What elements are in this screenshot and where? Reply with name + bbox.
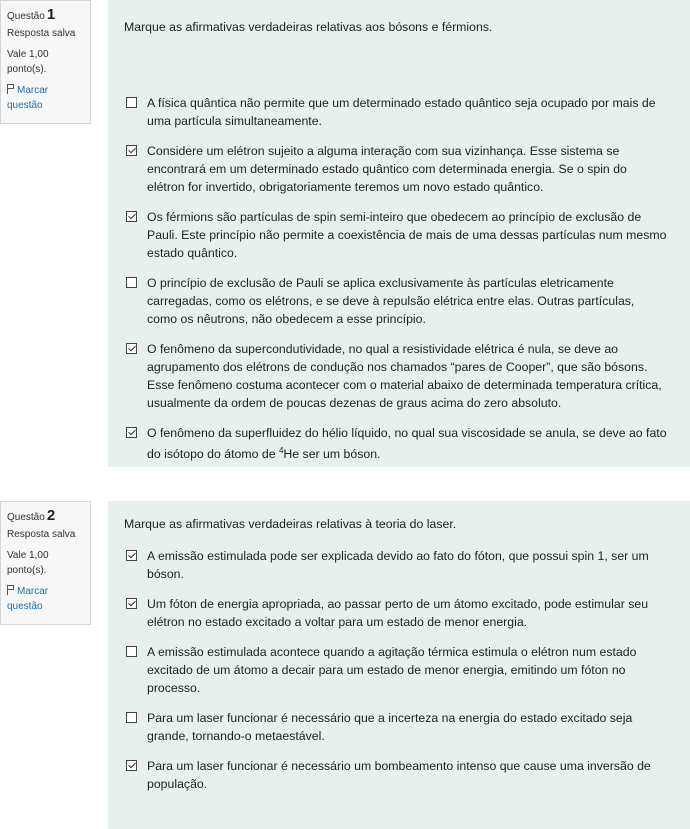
checkbox[interactable] <box>126 343 137 354</box>
answer-option[interactable] <box>124 274 672 328</box>
answer-option[interactable] <box>124 142 672 196</box>
question-number: Questão 2 <box>7 507 56 524</box>
checkbox[interactable] <box>126 277 137 288</box>
question-content <box>108 501 690 829</box>
flag-question-link[interactable]: Marcar questão <box>7 85 49 111</box>
answer-option[interactable] <box>124 94 672 130</box>
answer-option[interactable] <box>124 424 672 463</box>
answer-option[interactable] <box>124 595 672 631</box>
checkbox[interactable] <box>126 598 137 609</box>
question-info <box>0 0 91 124</box>
answer-option[interactable] <box>124 547 672 583</box>
answer-options <box>124 94 672 463</box>
checkbox[interactable] <box>126 145 137 156</box>
question-number: Questão 1 <box>7 6 56 23</box>
answer-option[interactable] <box>124 757 672 793</box>
checkbox[interactable] <box>126 211 137 222</box>
flag-question-link[interactable]: Marcar questão <box>7 586 49 612</box>
flag-icon <box>7 84 15 94</box>
checkbox[interactable] <box>126 712 137 723</box>
question-grade: Vale 1,00 ponto(s). <box>7 49 49 75</box>
question-2 <box>0 501 690 829</box>
answer-option[interactable] <box>124 643 672 697</box>
answer-text: Para um laser funcionar é necessário um bombeamento intenso que cause uma inversão de população. <box>147 759 651 791</box>
checkbox[interactable] <box>126 97 137 108</box>
answer-text: O fenômeno da superfluidez do hélio líquido, no qual sua viscosidade se anula, se deve ao fato do isótopo do átomo de $^4$He ser um bóson. <box>147 426 667 462</box>
answer-text: A física quântica não permite que um determinado estado quântico seja ocupado por mais de uma partícula simultaneamente. <box>147 96 656 128</box>
question-content <box>108 0 690 467</box>
answer-text: O princípio de exclusão de Pauli se aplica exclusivamente às partículas eletricamente carregadas, como os elétrons, e se deve à repulsão elétrica entre elas. Outras partículas, como os nêutrons, não obedecem a esse princípio. <box>147 276 635 326</box>
question-grade: Vale 1,00 ponto(s). <box>7 550 49 576</box>
question-state: Resposta salva <box>7 28 76 39</box>
checkbox[interactable] <box>126 760 137 771</box>
question-state: Resposta salva <box>7 529 76 540</box>
question-prompt: Marque as afirmativas verdadeiras relativas aos bósons e férmions. <box>124 20 493 34</box>
flag-icon <box>7 585 15 595</box>
answer-text: A emissão estimulada pode ser explicada devido ao fato do fóton, que possui spin 1, ser um bóson. <box>147 549 649 581</box>
answer-text: A emissão estimulada acontece quando a agitação térmica estimula o elétron num estado excitado de um átomo a decair para um estado de menor energia, emitindo um fóton no processo. <box>147 645 637 695</box>
answer-option[interactable] <box>124 208 672 262</box>
checkbox[interactable] <box>126 550 137 561</box>
answer-option[interactable] <box>124 709 672 745</box>
question-prompt: Marque as afirmativas verdadeiras relativas à teoria do laser. <box>124 517 457 531</box>
answer-text: Para um laser funcionar é necessário que a incerteza na energia do estado excitado seja grande, tornando-o metaestável. <box>147 711 633 743</box>
answer-text: Considere um elétron sujeito a alguma interação com sua vizinhança. Esse sistema se encontrará em um determinado estado quântico com determinada energia. Se o spin do elétron for invertido, obrigatoriamente teremos um novo estado quântico. <box>147 144 627 194</box>
question-info <box>0 501 91 625</box>
answer-option[interactable] <box>124 340 672 412</box>
checkbox[interactable] <box>126 646 137 657</box>
answer-text: O fenômeno da supercondutividade, no qual a resistividade elétrica é nula, se deve ao agrupamento dos elétrons de condução nos chamados “pares de Cooper”, que são bósons. Esse fenômeno costuma acontecer com o material abaixo de determinada temperatura crítica, usualmente da ordem de poucas dezenas de graus acima do zero absoluto. <box>147 342 662 410</box>
answer-text: Um fóton de energia apropriada, ao passar perto de um átomo excitado, pode estimular seu elétron no estado excitado a voltar para um estado de menor energia. <box>147 597 649 629</box>
answer-options <box>124 547 672 793</box>
answer-text: Os férmions são partículas de spin semi-inteiro que obedecem ao princípio de exclusão de Pauli. Este princípio não permite a coexistência de mais de uma dessas partículas num mesmo estado quântico. <box>147 210 667 260</box>
checkbox[interactable] <box>126 427 137 438</box>
